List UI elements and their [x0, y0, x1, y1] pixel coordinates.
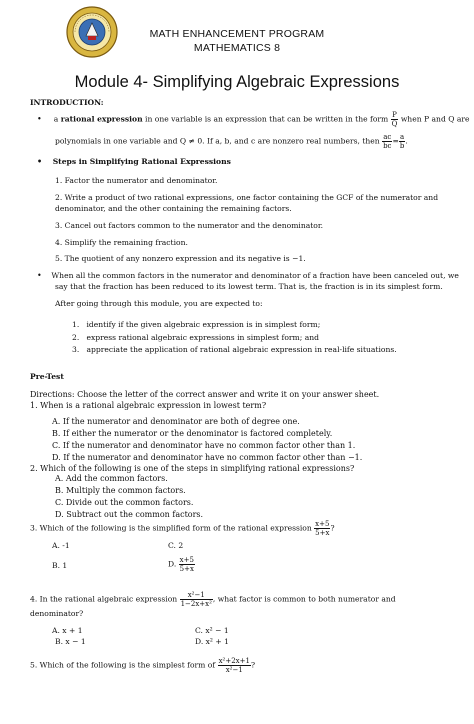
question-3: 3. Which of the following is the simplified form of the rational expression $\frac{x+5}{5+x}$ ? — [30, 520, 335, 537]
q3-fraction: $\frac{x+5}{5+x}$ — [315, 520, 330, 537]
q3-option-c: C. 2 — [168, 541, 184, 550]
objective-1: 1. identify if the given algebraic expression is in simplest form; — [72, 320, 321, 329]
q1-option-d: D. If the numerator and denominator have no common factor other than −1. — [52, 453, 363, 462]
step-5: 5. The quotient of any nonzero expression and its negative is −1. — [55, 254, 306, 263]
q4-fraction: $\frac{\text{x²−1}}{\text{1−2x+x²}}$ — [180, 591, 212, 608]
question-5: 5. Which of the following is the simplest form of $\frac{\text{x²+2x+1}}{\text{x²−1}}$ ? — [30, 657, 256, 674]
pretest-heading: Pre-Test — [30, 372, 64, 381]
step-2-cont: denominator, and the other containing the remaining factors. — [55, 204, 292, 213]
step-2: 2. Write a product of two rational expressions, one factor containing the GCF of the numerator and — [55, 193, 439, 202]
q1-option-b: B. If either the numerator or the denominator is factored completely. — [52, 429, 333, 438]
q1-option-a: A. If the numerator and denominator are both of degree one. — [52, 417, 300, 426]
q4-option-a: A. x + 1 — [52, 626, 83, 635]
intro-heading: INTRODUCTION: — [30, 98, 104, 107]
subject-header: MATHEMATICS 8 — [193, 42, 281, 54]
lowest-term-note-cont: say that the fraction has been reduced to its lowest term. That is, the fraction is in its simplest form. — [55, 282, 443, 291]
q3-option-d-fraction: $\frac{x+5}{5+x}$ — [179, 556, 194, 573]
definition-line-2: polynomials in one variable and Q ≠ 0. If a, b, and c are nonzero real numbers, then $\frac{ac}{bc}$ = $\frac{a}{b}$ . — [55, 133, 408, 150]
step-4: 4. Simplify the remaining fraction. — [55, 238, 188, 247]
module-title: Module 4- Simplifying Algebraic Expressions — [74, 73, 400, 91]
q3-option-b: B. 1 — [52, 561, 68, 570]
q4-option-d: D. x² + 1 — [195, 637, 229, 646]
step-1: 1. Factor the numerator and denominator. — [55, 176, 218, 185]
q3-option-a: A. -1 — [52, 541, 70, 550]
q4-option-c: C. x² − 1 — [195, 626, 229, 635]
step-3: 3. Cancel out factors common to the numerator and the denominator. — [55, 221, 324, 230]
definition-line-1: • a rational expression in one variable is an expression that can be written in the form $\frac{P}{Q}$ when P and Q are — [37, 111, 470, 128]
question-1: 1. When is a rational algebraic expression in lowest term? — [30, 401, 267, 410]
q4-option-b: B. x − 1 — [55, 637, 86, 646]
q2-option-d: D. Subtract out the common factors. — [55, 510, 204, 519]
q2-option-c: C. Divide out the common factors. — [55, 498, 194, 507]
objective-2: 2. express rational algebraic expressions in simplest form; and — [72, 333, 319, 342]
q2-option-a: A. Add the common factors. — [55, 474, 168, 483]
q2-option-b: B. Multiply the common factors. — [55, 486, 186, 495]
bullet-icon: • — [37, 114, 42, 124]
bullet-icon: • — [37, 156, 43, 166]
fraction-p-over-q: $\frac{P}{Q}$ — [391, 111, 398, 128]
question-2: 2. Which of the following is one of the steps in simplifying rational expressions? — [30, 464, 355, 473]
question-4-cont: denominator? — [30, 609, 84, 618]
q1-option-c: C. If the numerator and denominator have no common factor other than 1. — [52, 441, 356, 450]
bullet-icon: • — [37, 271, 42, 280]
steps-heading: • Steps in Simplifying Rational Expressions — [37, 156, 231, 166]
q3-option-d: D. $\frac{x+5}{5+x}$ — [168, 556, 194, 573]
q5-fraction: $\frac{\text{x²+2x+1}}{\text{x²−1}}$ — [218, 657, 250, 674]
expectations-intro: After going through this module, you are expected to: — [55, 299, 263, 308]
fraction-ac-over-bc: $\frac{ac}{bc}$ — [383, 133, 392, 150]
question-4: 4. In the rational algebraic expression $\frac{\text{x²−1}}{\text{1−2x+x²}}$ , what factor is common to both numerator and — [30, 591, 396, 608]
pretest-directions: Directions: Choose the letter of the correct answer and write it on your answer sheet. — [30, 390, 380, 399]
lowest-term-note: • When all the common factors in the numerator and denominator of a fraction have been canceled out, we — [37, 271, 459, 280]
fraction-a-over-b: $\frac{a}{b}$ — [399, 133, 405, 150]
program-header: MATH ENHANCEMENT PROGRAM — [149, 28, 325, 40]
objective-3: 3. appreciate the application of rational algebraic expression in real-life situations. — [72, 345, 397, 354]
